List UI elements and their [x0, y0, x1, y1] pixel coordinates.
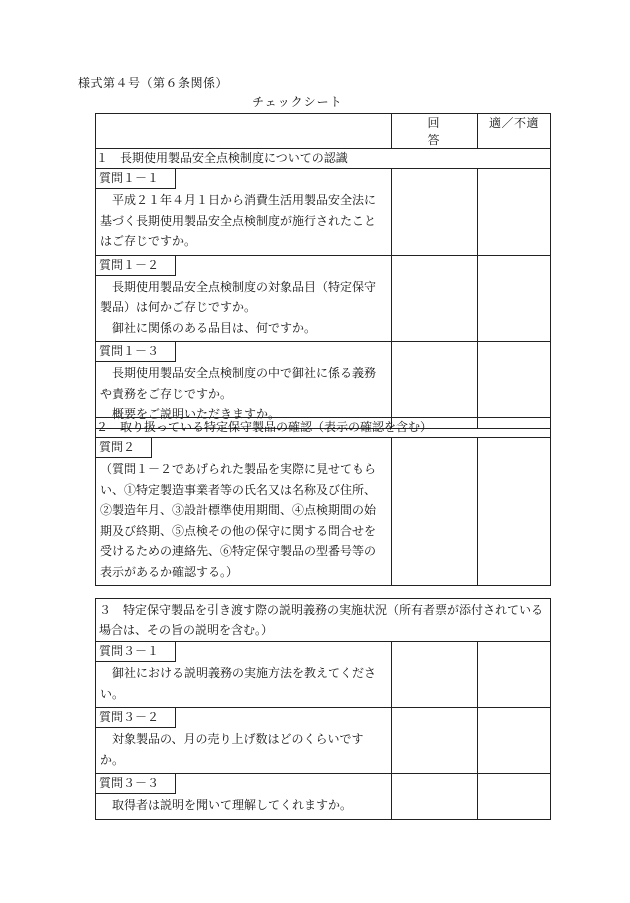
question-row: [96, 342, 551, 429]
question-text: 長期使用製品安全点検制度の対象品目（特定保守製品）は何かご存じですか。: [100, 279, 377, 314]
question-text: 御社に関係のある品目は、何ですか。: [112, 320, 317, 335]
answer-cell[interactable]: [392, 708, 478, 774]
question-row: [96, 438, 551, 586]
answer-cell[interactable]: [392, 774, 478, 820]
header-fit: 適／不適: [478, 114, 551, 149]
question-text: 長期使用製品安全点検制度の中で御社に係る義務や責務をご存じですか。: [100, 366, 377, 401]
fit-cell[interactable]: [478, 169, 551, 256]
section-heading: １ 長期使用製品安全点検制度についての認識: [96, 149, 551, 169]
checklist-table-1: [95, 113, 551, 429]
question-text: 御社における説明義務の実施方法を教えてください。: [100, 666, 377, 701]
checklist-table-3: [95, 598, 551, 820]
question-label: 質問１－３: [96, 342, 176, 362]
form-number: 様式第４号（第６条関係）: [78, 76, 229, 90]
question-row: [96, 708, 551, 774]
answer-cell[interactable]: [392, 255, 478, 342]
answer-cell[interactable]: [392, 169, 478, 256]
question-row: [96, 774, 551, 820]
answer-cell[interactable]: [392, 342, 478, 429]
question-label: 質問２: [96, 438, 152, 458]
header-question: [96, 114, 392, 149]
fit-cell[interactable]: [478, 708, 551, 774]
question-text: 取得者は説明を聞いて理解してくれますか。: [112, 798, 353, 812]
header-answer: 回 答: [392, 114, 478, 149]
section-heading: ３ 特定保守製品を引き渡す際の説明義務の実施状況（所有者票が添付されている場合は、その旨の説明を含む。）: [96, 599, 551, 642]
question-row: [96, 255, 551, 342]
question-label: 質問１－２: [96, 256, 176, 276]
answer-cell[interactable]: [392, 438, 478, 586]
question-label: 質問１－１: [96, 169, 176, 189]
question-row: [96, 169, 551, 256]
question-text: 平成２１年４月１日から消費生活用製品安全法に基づく長期使用製品安全点検制度が施行されたことはご存じですか。: [100, 193, 377, 248]
checklist-table-2: [95, 417, 551, 586]
question-label: 質問３－２: [96, 708, 176, 728]
answer-cell[interactable]: [392, 642, 478, 708]
fit-cell[interactable]: [478, 642, 551, 708]
question-text: 概要をご説明いただきますか。: [112, 407, 281, 421]
document-title: チェックシート: [252, 95, 343, 109]
fit-cell[interactable]: [478, 342, 551, 429]
fit-cell[interactable]: [478, 255, 551, 342]
fit-cell[interactable]: [478, 438, 551, 586]
question-label: 質問３－１: [96, 642, 176, 662]
question-text: 対象製品の、月の売り上げ数はどのくらいですか。: [100, 732, 364, 767]
question-text: （質問１－２であげられた製品を実際に見せてもらい、①特定製造事業者等の氏名又は名称及び住所、②製造年月、③設計標準使用期間、④点検期間の始期及び終期、⑤点検その他の保守に関する問合せを受けるための連絡先、⑥特定保守製品の型番号等の表示があるか確認する。）: [100, 462, 377, 579]
question-label: 質問３－３: [96, 774, 176, 794]
section-heading: ２ 取り扱っている特定保守製品の確認（表示の確認を含む）: [96, 418, 551, 438]
question-row: [96, 642, 551, 708]
fit-cell[interactable]: [478, 774, 551, 820]
table-header-row: [96, 114, 551, 149]
